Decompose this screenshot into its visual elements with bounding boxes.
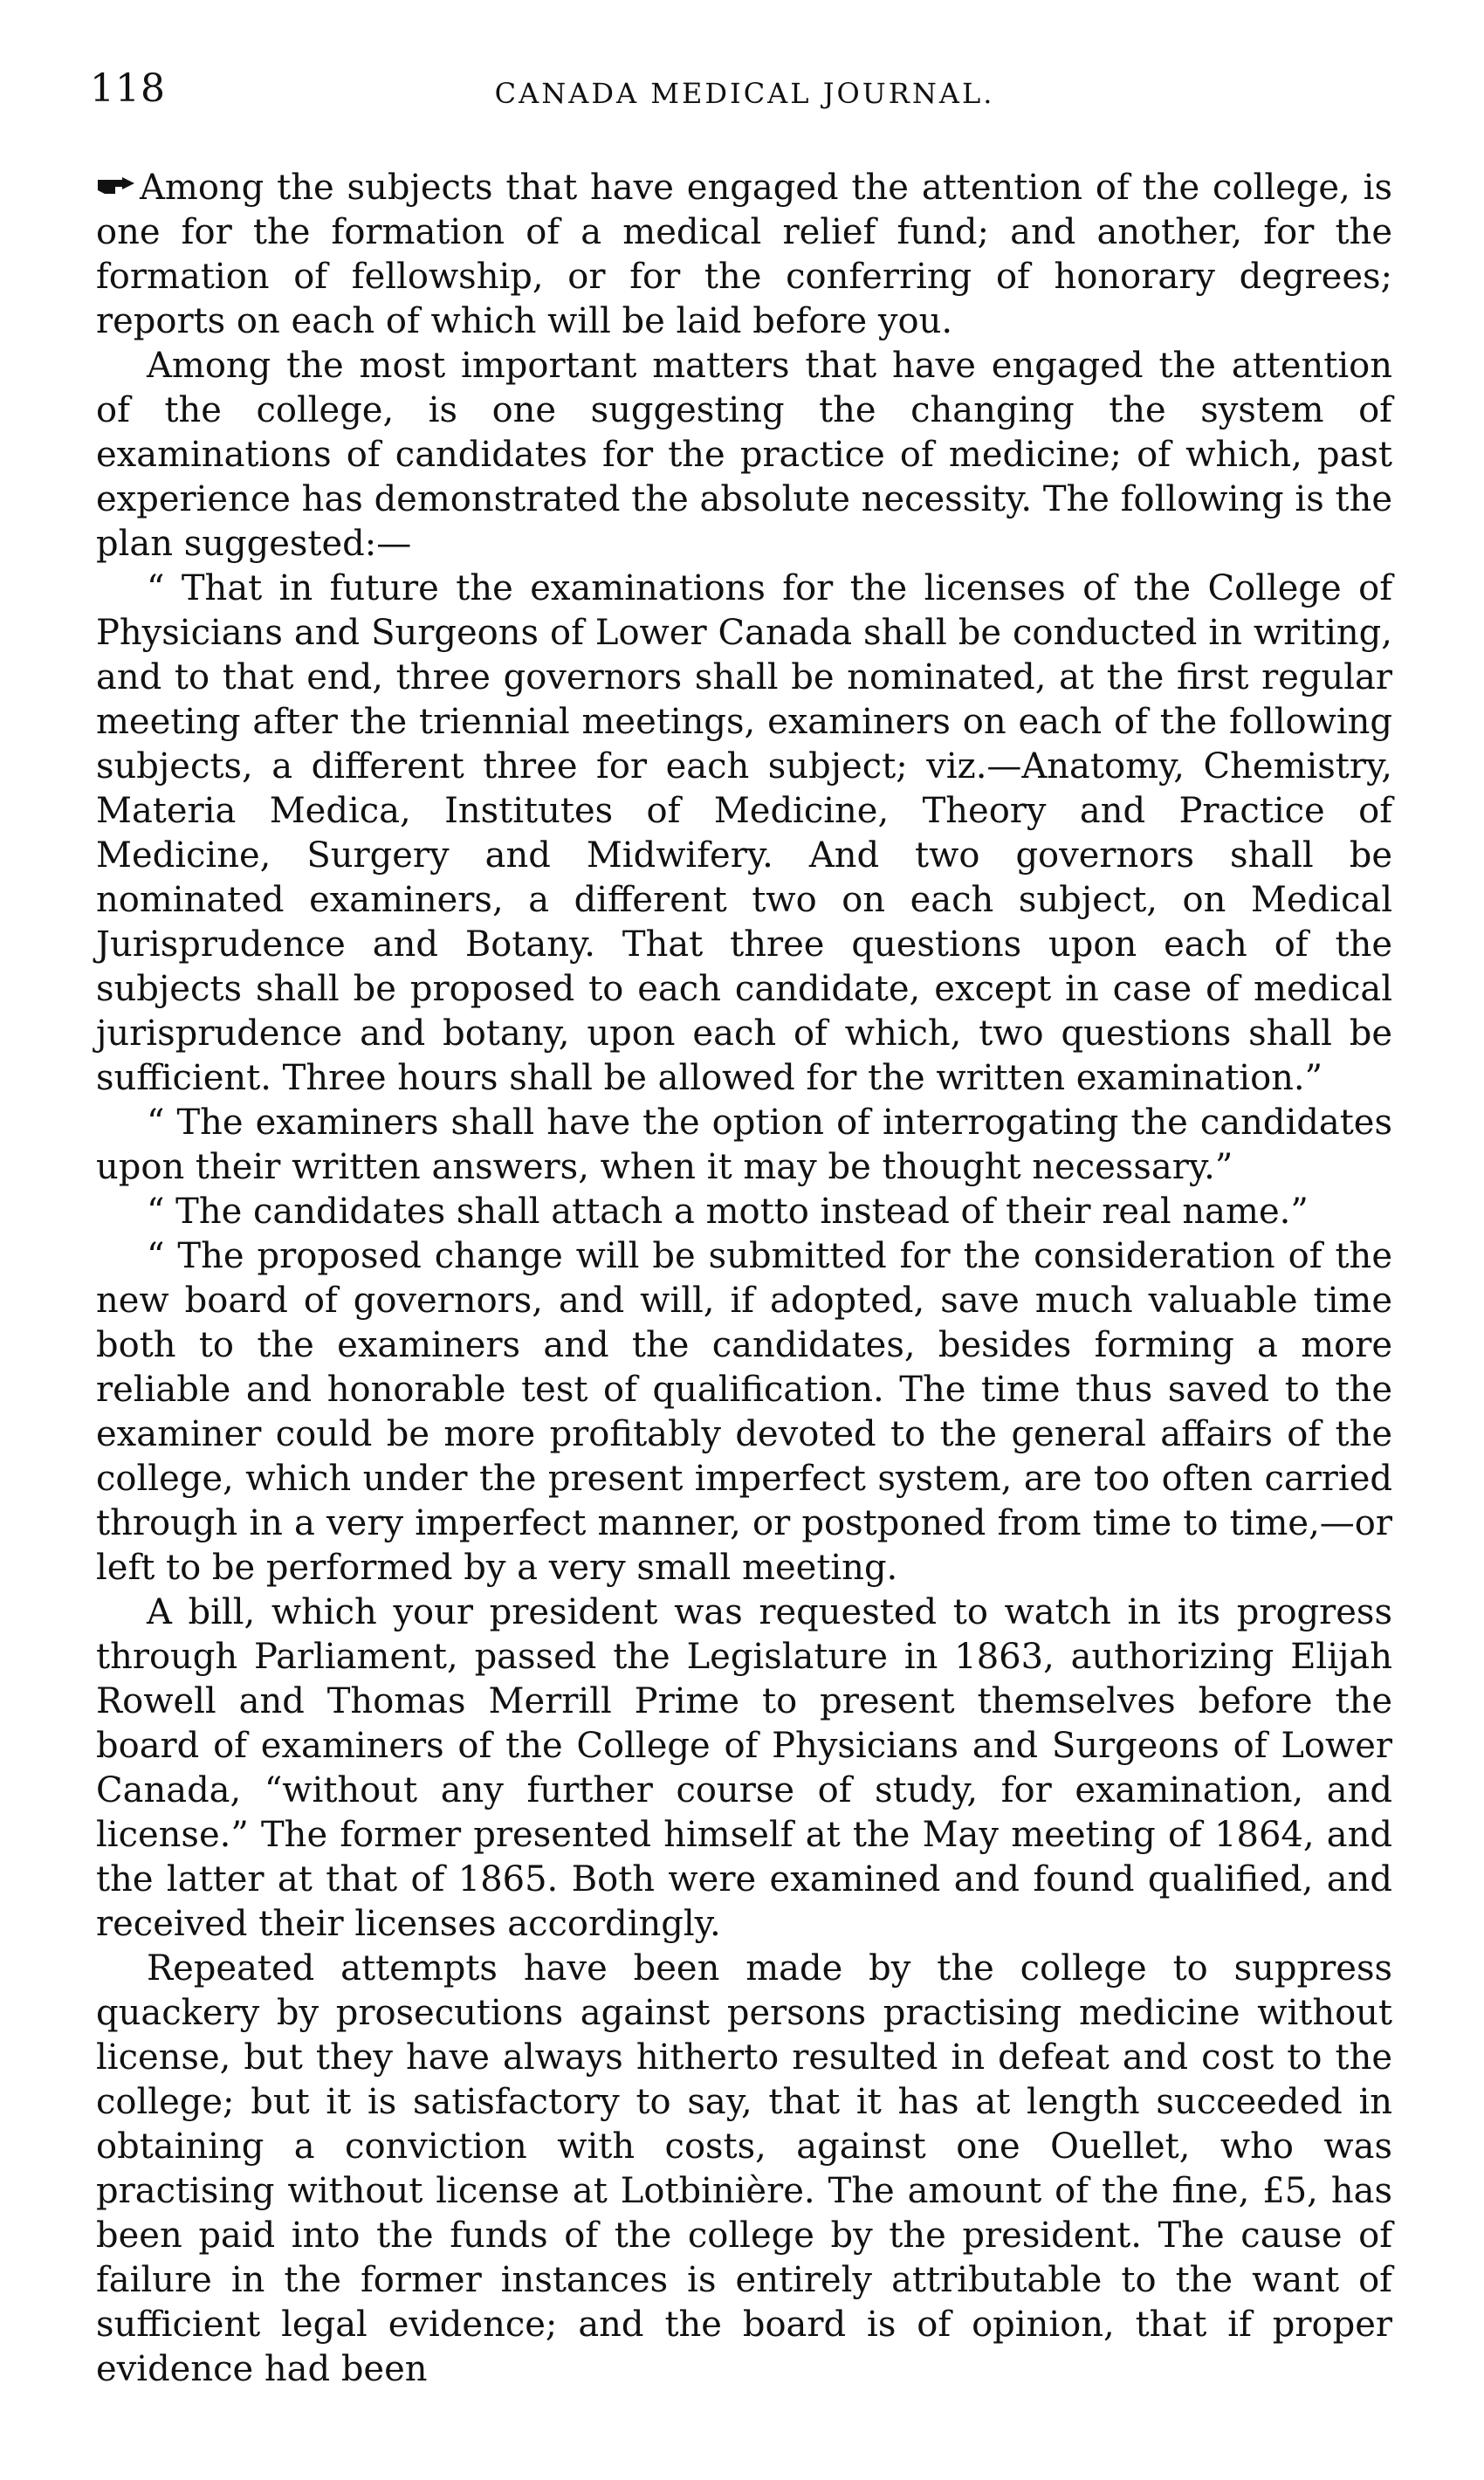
paragraph-motto bbox=[96, 1190, 1392, 1234]
paragraph-text: “ The candidates shall attach a motto instead of their real name.” bbox=[147, 1192, 1309, 1232]
pointing-hand-icon bbox=[96, 176, 136, 196]
paragraph-interrogation bbox=[96, 1101, 1392, 1190]
paragraph-text: “ The examiners shall have the option of interrogating the candidates upon their written answers, when it may be thought necessary.” bbox=[96, 1103, 1392, 1187]
paragraph-text: Among the subjects that have engaged the attention of the college, is one for the formation of a medical relief fund; and another, for the formation of fellowship, or for the conferring of honorary degrees; reports on each of which will be laid before you. bbox=[96, 168, 1392, 341]
paragraph-proposed-change bbox=[96, 1234, 1392, 1590]
paragraph-examination-system bbox=[96, 344, 1392, 567]
paragraph-quackery bbox=[96, 1947, 1392, 2392]
running-title: CANADA MEDICAL JOURNAL. bbox=[494, 77, 995, 110]
paragraph-text: A bill, which your president was requested to watch in its progress through Parliament, passed the Legislature in 1863, authorizing Elijah Rowell and Thomas Merrill Prime to present themselves before the board of examiners of the College of Physicians and Surgeons of Lower Canada, “without any further course of study, for examination, and license.” The former presented himself at the May meeting of 1864, and the latter at that of 1865. Both were examined and found qualified, and received their licenses accordingly. bbox=[96, 1592, 1392, 1944]
paragraph-text: Repeated attempts have been made by the college to suppress quackery by prosecutions against persons practising medicine without license, but they have always hitherto resulted in defeat and cost to the college; but it is satisfactory to say, that it has at length succeeded in obtaining a conviction with costs, against one Ouellet, who was practising without license at Lotbinière. The amount of the fine, £5, has been paid into the funds of the college by the president. The cause of failure in the former instances is entirely attributable to the want of sufficient legal evidence; and the board is of opinion, that if proper evidence had been bbox=[96, 1948, 1392, 2389]
page-header bbox=[90, 63, 1399, 124]
page-number: 118 bbox=[90, 66, 166, 111]
paragraph-parliament-bill bbox=[96, 1590, 1392, 1947]
paragraph-text: Among the most important matters that have engaged the attention of the college, is one suggesting the changing the system of examinations of candidates for the practice of medicine; of which, past experience has demonstrated the absolute necessity. The following is the plan suggested:— bbox=[96, 346, 1392, 564]
paragraph-text: “ That in future the examinations for the licenses of the College of Physicians and Surgeons of Lower Canada shall be conducted in writing, and to that end, three governors shall be nominated, at the first regular meeting after the triennial meetings, examiners on each of the following subjects, a different three for each subject; viz.—Anatomy, Chemistry, Materia Medica, Institutes of Medicine, Theory and Practice of Medicine, Surgery and Midwifery. And two governors shall be nominated examiners, a different two on each subject, on Medical Jurisprudence and Botany. That three questions upon each of the subjects shall be proposed to each candidate, except in case of medical jurisprudence and botany, upon each of which, two questions shall be sufficient. Three hours shall be allowed for the written examination.” bbox=[96, 568, 1392, 1098]
paragraph-written-examinations bbox=[96, 567, 1392, 1101]
article-body bbox=[96, 166, 1392, 2392]
paragraph-relief-fund bbox=[96, 166, 1392, 344]
paragraph-text: “ The proposed change will be submitted for the consideration of the new board of governors, and will, if adopted, save much valuable time both to the examiners and the candidates, besides forming a more reliable and honorable test of qualification. The time thus saved to the examiner could be more profitably devoted to the general affairs of the college, which under the present imperfect system, are too often carried through in a very imperfect manner, or postponed from time to time,—or left to be performed by a very small meeting. bbox=[96, 1236, 1392, 1588]
